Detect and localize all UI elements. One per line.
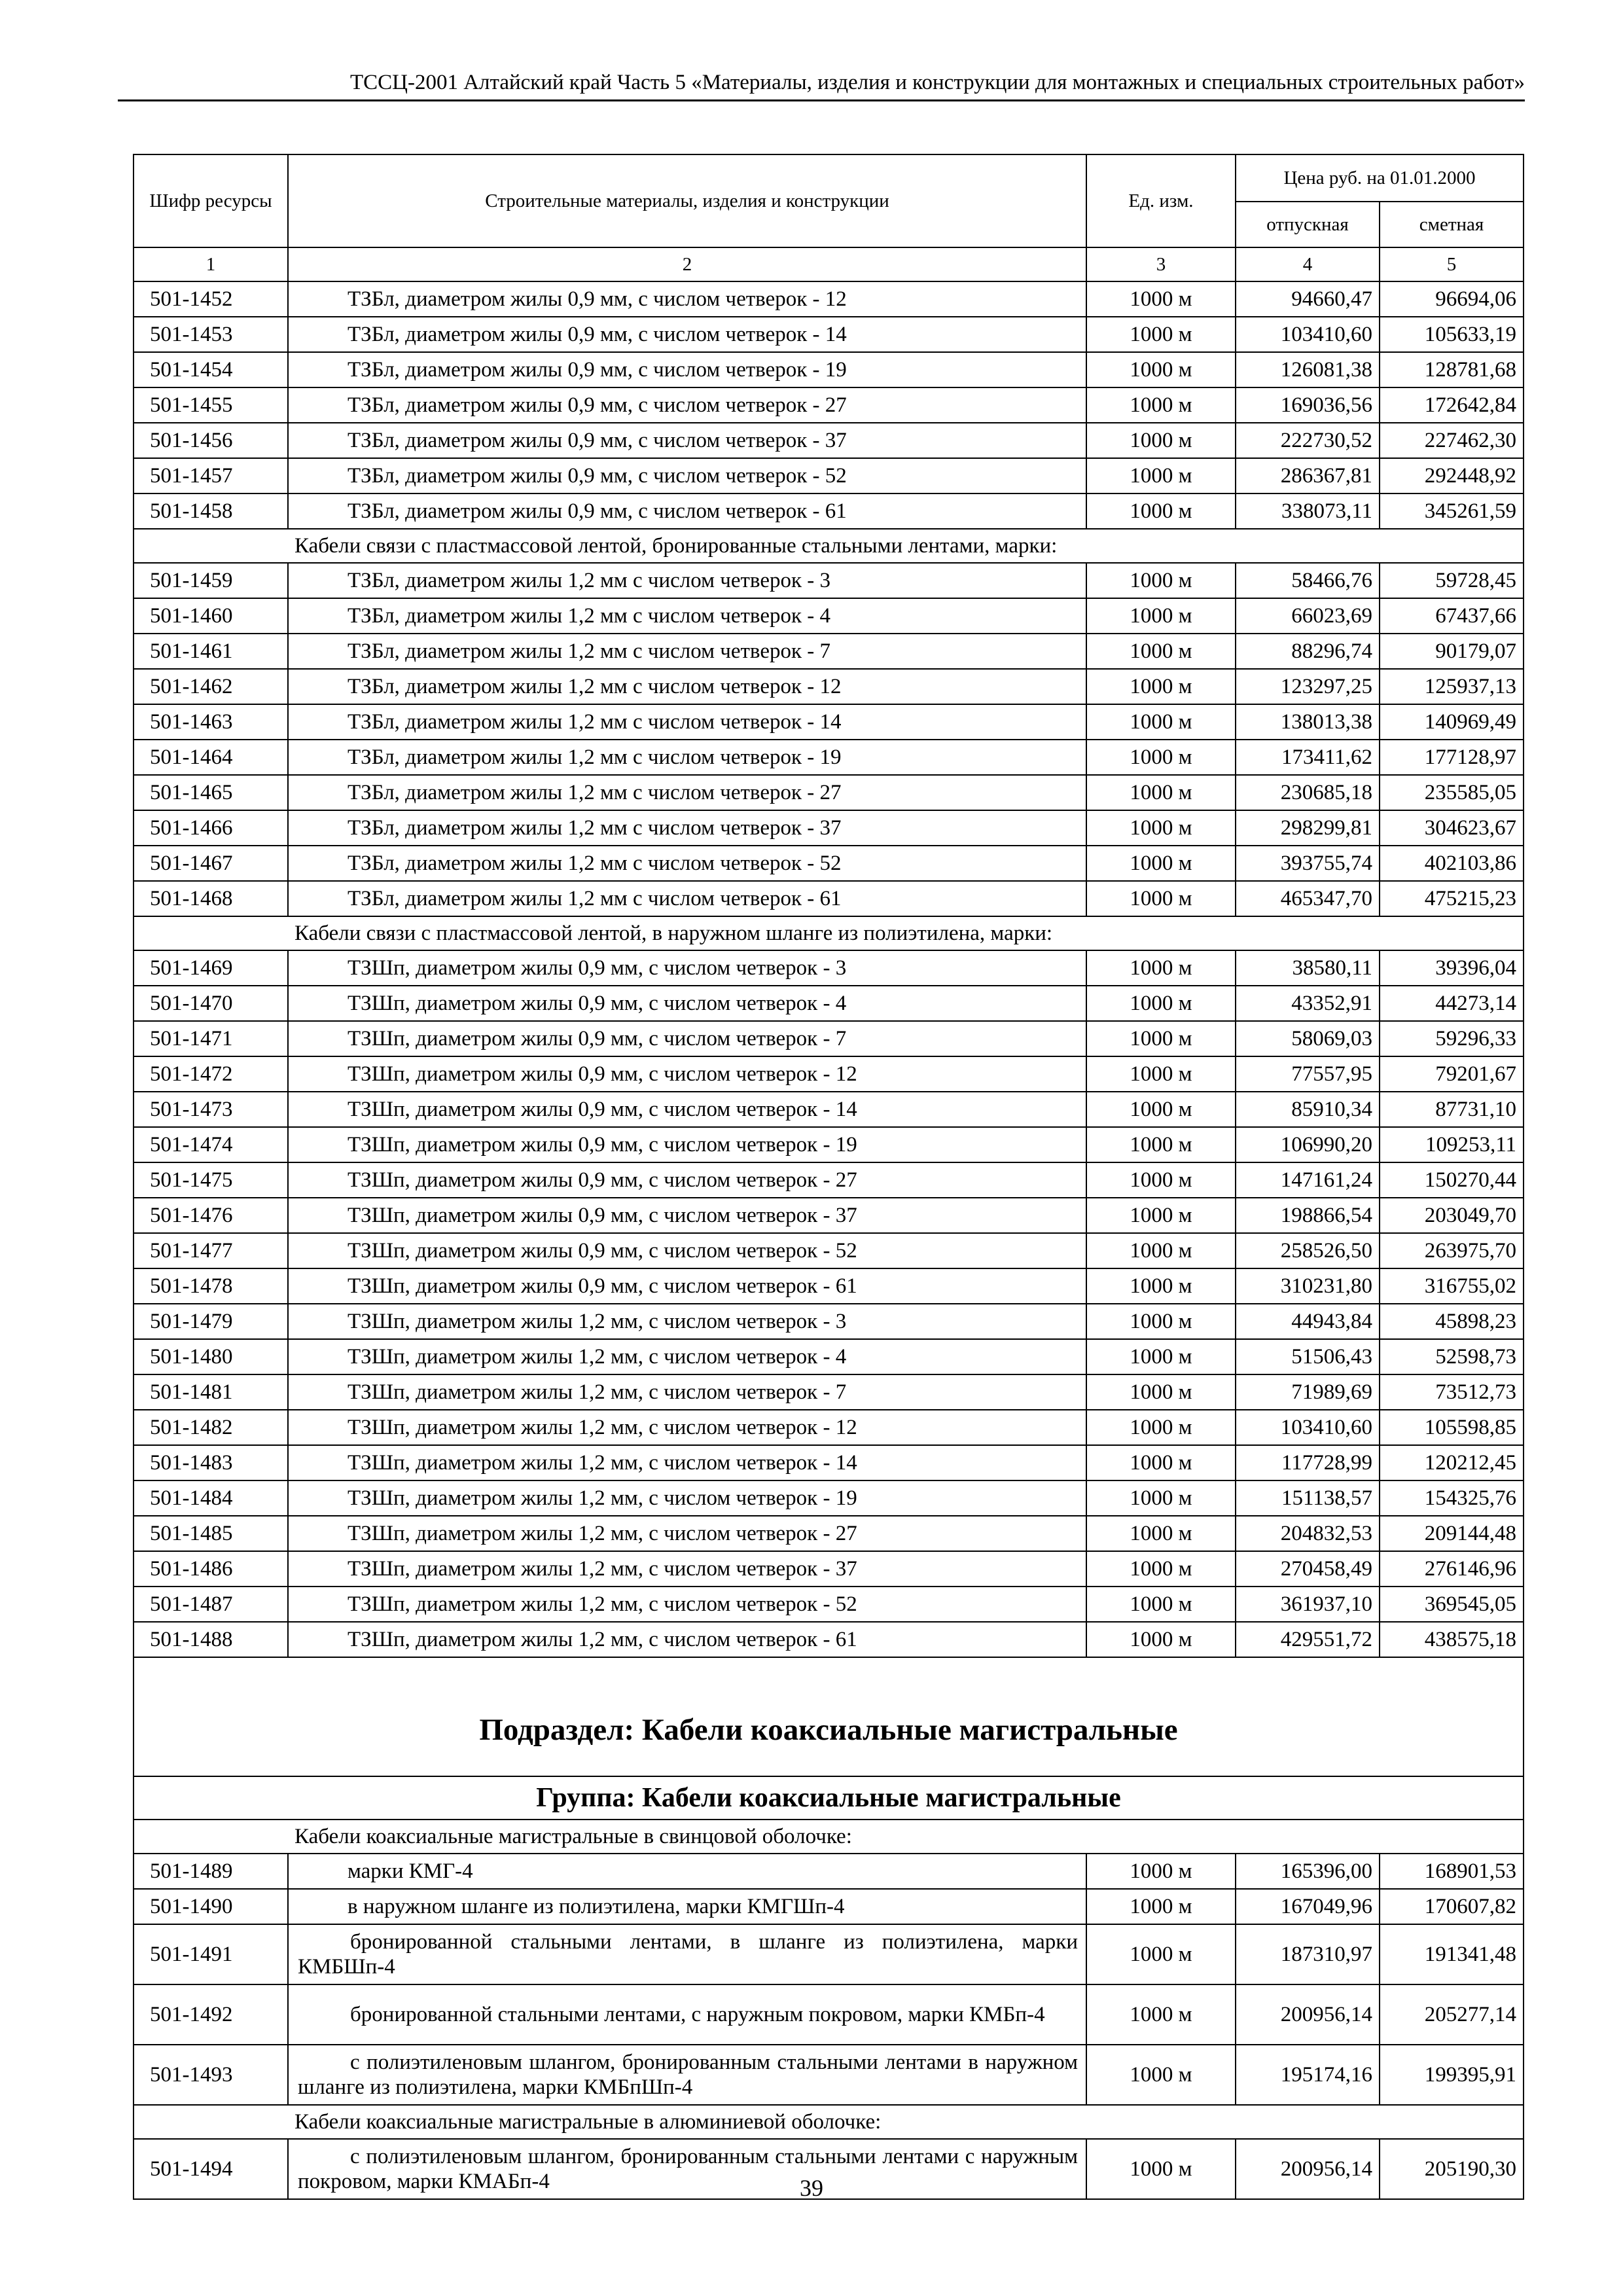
unit-of-measure: 1000 м [1086, 458, 1236, 493]
unit-of-measure: 1000 м [1086, 1374, 1236, 1410]
resource-code: 501-1489 [134, 1854, 288, 1889]
group-header-row [134, 1776, 1524, 1820]
price-estimate: 44273,14 [1380, 986, 1524, 1021]
unit-of-measure: 1000 м [1086, 2139, 1236, 2199]
price-release: 169036,56 [1236, 387, 1380, 423]
price-release: 298299,81 [1236, 810, 1380, 846]
table-row [134, 1162, 1524, 1198]
header-price-estimate: сметная [1380, 202, 1524, 247]
unit-of-measure: 1000 м [1086, 1445, 1236, 1480]
material-name: ТЗШп, диаметром жилы 0,9 мм, с числом четверок - 3 [288, 950, 1086, 986]
price-release: 338073,11 [1236, 493, 1380, 529]
material-name: ТЗБл, диаметром жилы 0,9 мм, с числом четверок - 14 [288, 317, 1086, 352]
price-estimate: 369545,05 [1380, 1587, 1524, 1622]
category-row [134, 529, 1524, 563]
table-row [134, 1339, 1524, 1374]
table-row [134, 563, 1524, 598]
unit-of-measure: 1000 м [1086, 423, 1236, 458]
material-name: марки КМГ-4 [288, 1854, 1086, 1889]
table-row [134, 669, 1524, 704]
material-name: ТЗБл, диаметром жилы 1,2 мм с числом четверок - 12 [288, 669, 1086, 704]
subsection-row [134, 1657, 1524, 1776]
category-row [134, 916, 1524, 950]
resource-code: 501-1480 [134, 1339, 288, 1374]
price-estimate: 105598,85 [1380, 1410, 1524, 1445]
column-number-row [134, 247, 1524, 281]
header-code: Шифр ресурсы [134, 154, 288, 247]
resource-code: 501-1473 [134, 1092, 288, 1127]
resource-code: 501-1474 [134, 1127, 288, 1162]
material-name: ТЗБл, диаметром жилы 0,9 мм, с числом четверок - 61 [288, 493, 1086, 529]
price-estimate: 140969,49 [1380, 704, 1524, 740]
table-row [134, 775, 1524, 810]
unit-of-measure: 1000 м [1086, 1021, 1236, 1056]
material-name: ТЗБл, диаметром жилы 0,9 мм, с числом четверок - 37 [288, 423, 1086, 458]
material-name: ТЗБл, диаметром жилы 1,2 мм с числом четверок - 14 [288, 704, 1086, 740]
table-row [134, 810, 1524, 846]
resource-code: 501-1490 [134, 1889, 288, 1924]
material-name: ТЗШп, диаметром жилы 1,2 мм, с числом четверок - 4 [288, 1339, 1086, 1374]
price-estimate: 199395,91 [1380, 2045, 1524, 2105]
material-name: ТЗШп, диаметром жилы 0,9 мм, с числом четверок - 27 [288, 1162, 1086, 1198]
material-name: ТЗБл, диаметром жилы 1,2 мм с числом четверок - 19 [288, 740, 1086, 775]
price-release: 103410,60 [1236, 317, 1380, 352]
price-estimate: 235585,05 [1380, 775, 1524, 810]
table-row [134, 281, 1524, 317]
price-release: 147161,24 [1236, 1162, 1380, 1198]
column-number: 1 [134, 247, 288, 281]
resource-code: 501-1485 [134, 1516, 288, 1551]
column-number: 5 [1380, 247, 1524, 281]
resource-code: 501-1491 [134, 1924, 288, 1984]
price-estimate: 105633,19 [1380, 317, 1524, 352]
material-name: ТЗБл, диаметром жилы 0,9 мм, с числом четверок - 52 [288, 458, 1086, 493]
material-name: ТЗБл, диаметром жилы 1,2 мм с числом четверок - 7 [288, 634, 1086, 669]
resource-code: 501-1494 [134, 2139, 288, 2199]
unit-of-measure: 1000 м [1086, 1622, 1236, 1657]
unit-of-measure: 1000 м [1086, 1889, 1236, 1924]
table-row [134, 387, 1524, 423]
group-title: Группа: Кабели коаксиальные магистральные [134, 1776, 1524, 1820]
unit-of-measure: 1000 м [1086, 810, 1236, 846]
price-estimate: 177128,97 [1380, 740, 1524, 775]
material-name: ТЗШп, диаметром жилы 0,9 мм, с числом четверок - 14 [288, 1092, 1086, 1127]
price-estimate: 52598,73 [1380, 1339, 1524, 1374]
material-name: ТЗБл, диаметром жилы 1,2 мм с числом четверок - 3 [288, 563, 1086, 598]
material-name: ТЗШп, диаметром жилы 1,2 мм, с числом четверок - 37 [288, 1551, 1086, 1587]
price-release: 173411,62 [1236, 740, 1380, 775]
unit-of-measure: 1000 м [1086, 1924, 1236, 1984]
resource-code: 501-1460 [134, 598, 288, 634]
price-estimate: 59296,33 [1380, 1021, 1524, 1056]
price-release: 361937,10 [1236, 1587, 1380, 1622]
table-row [134, 1924, 1524, 1984]
price-release: 258526,50 [1236, 1233, 1380, 1268]
price-release: 200956,14 [1236, 2139, 1380, 2199]
table-row [134, 1021, 1524, 1056]
resource-code: 501-1458 [134, 493, 288, 529]
category-label: Кабели коаксиальные магистральные в свинцовой оболочке: [134, 1820, 1524, 1854]
unit-of-measure: 1000 м [1086, 598, 1236, 634]
price-estimate: 109253,11 [1380, 1127, 1524, 1162]
price-release: 77557,95 [1236, 1056, 1380, 1092]
category-label: Кабели связи с пластмассовой лентой, в наружном шланге из полиэтилена, марки: [134, 916, 1524, 950]
material-name: ТЗШп, диаметром жилы 0,9 мм, с числом четверок - 61 [288, 1268, 1086, 1304]
table-row [134, 1516, 1524, 1551]
price-estimate: 150270,44 [1380, 1162, 1524, 1198]
material-name [288, 1984, 1086, 2045]
price-release: 43352,91 [1236, 986, 1380, 1021]
material-name: ТЗБл, диаметром жилы 0,9 мм, с числом четверок - 27 [288, 387, 1086, 423]
document-header: ТССЦ-2001 Алтайский край Часть 5 «Материалы, изделия и конструкции для монтажных и специальных строительных работ» [118, 68, 1525, 101]
price-release: 204832,53 [1236, 1516, 1380, 1551]
price-release: 106990,20 [1236, 1127, 1380, 1162]
table-row [134, 423, 1524, 458]
table-row [134, 1622, 1524, 1657]
resource-code: 501-1483 [134, 1445, 288, 1480]
unit-of-measure: 1000 м [1086, 1127, 1236, 1162]
material-name: ТЗШп, диаметром жилы 1,2 мм, с числом четверок - 12 [288, 1410, 1086, 1445]
resource-code: 501-1456 [134, 423, 288, 458]
unit-of-measure: 1000 м [1086, 669, 1236, 704]
resource-code: 501-1469 [134, 950, 288, 986]
unit-of-measure: 1000 м [1086, 387, 1236, 423]
price-estimate: 263975,70 [1380, 1233, 1524, 1268]
price-release: 187310,97 [1236, 1924, 1380, 1984]
resource-code: 501-1479 [134, 1304, 288, 1339]
table-row [134, 740, 1524, 775]
price-estimate: 172642,84 [1380, 387, 1524, 423]
material-name: ТЗШп, диаметром жилы 1,2 мм, с числом четверок - 3 [288, 1304, 1086, 1339]
unit-of-measure: 1000 м [1086, 1854, 1236, 1889]
unit-of-measure: 1000 м [1086, 1056, 1236, 1092]
unit-of-measure: 1000 м [1086, 986, 1236, 1021]
resource-code: 501-1486 [134, 1551, 288, 1587]
price-release: 44943,84 [1236, 1304, 1380, 1339]
header-unit: Ед. изм. [1086, 154, 1236, 247]
price-release: 151138,57 [1236, 1480, 1380, 1516]
unit-of-measure: 1000 м [1086, 950, 1236, 986]
price-release: 429551,72 [1236, 1622, 1380, 1657]
table-row [134, 1480, 1524, 1516]
price-estimate: 205190,30 [1380, 2139, 1524, 2199]
table-row [134, 986, 1524, 1021]
material-name-text: с полиэтиленовым шлангом, бронированным стальными лентами с наружным покровом, марки КМАБп-4 [298, 2145, 1078, 2193]
price-release: 58466,76 [1236, 563, 1380, 598]
unit-of-measure: 1000 м [1086, 1268, 1236, 1304]
price-estimate: 227462,30 [1380, 423, 1524, 458]
material-name: ТЗШп, диаметром жилы 0,9 мм, с числом четверок - 37 [288, 1198, 1086, 1233]
price-release: 138013,38 [1236, 704, 1380, 740]
price-release: 270458,49 [1236, 1551, 1380, 1587]
price-release: 123297,25 [1236, 669, 1380, 704]
price-release: 286367,81 [1236, 458, 1380, 493]
unit-of-measure: 1000 м [1086, 1410, 1236, 1445]
unit-of-measure: 1000 м [1086, 1304, 1236, 1339]
table-row [134, 704, 1524, 740]
resource-code: 501-1466 [134, 810, 288, 846]
resource-code: 501-1493 [134, 2045, 288, 2105]
price-estimate: 45898,23 [1380, 1304, 1524, 1339]
category-row [134, 2105, 1524, 2139]
price-estimate: 304623,67 [1380, 810, 1524, 846]
unit-of-measure: 1000 м [1086, 740, 1236, 775]
price-release: 310231,80 [1236, 1268, 1380, 1304]
resource-code: 501-1463 [134, 704, 288, 740]
resource-code: 501-1464 [134, 740, 288, 775]
resource-code: 501-1492 [134, 1984, 288, 2045]
price-estimate: 154325,76 [1380, 1480, 1524, 1516]
material-name: ТЗШп, диаметром жилы 1,2 мм, с числом четверок - 52 [288, 1587, 1086, 1622]
resource-code: 501-1481 [134, 1374, 288, 1410]
unit-of-measure: 1000 м [1086, 1092, 1236, 1127]
page-number: 39 [800, 2175, 823, 2201]
material-name: ТЗБл, диаметром жилы 1,2 мм с числом четверок - 61 [288, 881, 1086, 916]
price-estimate: 73512,73 [1380, 1374, 1524, 1410]
unit-of-measure: 1000 м [1086, 1162, 1236, 1198]
table-row [134, 352, 1524, 387]
table-row [134, 1092, 1524, 1127]
price-estimate: 205277,14 [1380, 1984, 1524, 2045]
resource-code: 501-1461 [134, 634, 288, 669]
unit-of-measure: 1000 м [1086, 1198, 1236, 1233]
table-row [134, 1551, 1524, 1587]
unit-of-measure: 1000 м [1086, 1587, 1236, 1622]
subsection-title: Подраздел: Кабели коаксиальные магистральные [134, 1657, 1524, 1776]
price-estimate: 128781,68 [1380, 352, 1524, 387]
table-row [134, 598, 1524, 634]
resource-code: 501-1452 [134, 281, 288, 317]
material-name: ТЗШп, диаметром жилы 0,9 мм, с числом четверок - 52 [288, 1233, 1086, 1268]
material-name: ТЗШп, диаметром жилы 1,2 мм, с числом четверок - 14 [288, 1445, 1086, 1480]
resource-code: 501-1453 [134, 317, 288, 352]
price-release: 117728,99 [1236, 1445, 1380, 1480]
unit-of-measure: 1000 м [1086, 1984, 1236, 2045]
resource-code: 501-1470 [134, 986, 288, 1021]
header-price-release: отпускная [1236, 202, 1380, 247]
price-estimate: 87731,10 [1380, 1092, 1524, 1127]
header-name: Строительные материалы, изделия и конструкции [288, 154, 1086, 247]
table-row [134, 1127, 1524, 1162]
unit-of-measure: 1000 м [1086, 775, 1236, 810]
resource-code: 501-1475 [134, 1162, 288, 1198]
unit-of-measure: 1000 м [1086, 1551, 1236, 1587]
price-estimate: 90179,07 [1380, 634, 1524, 669]
table-row [134, 1854, 1524, 1889]
table-row [134, 1374, 1524, 1410]
material-name-text: бронированной стальными лентами, в шланге из полиэтилена, марки КМБШп-4 [298, 1930, 1078, 1979]
table-row [134, 1889, 1524, 1924]
price-estimate: 402103,86 [1380, 846, 1524, 881]
price-release: 94660,47 [1236, 281, 1380, 317]
column-number: 2 [288, 247, 1086, 281]
resource-code: 501-1455 [134, 387, 288, 423]
price-release: 393755,74 [1236, 846, 1380, 881]
material-name-text: бронированной стальными лентами, с наружным покровом, марки КМБп-4 [350, 2003, 1045, 2026]
unit-of-measure: 1000 м [1086, 1339, 1236, 1374]
column-number: 3 [1086, 247, 1236, 281]
resource-code: 501-1478 [134, 1268, 288, 1304]
resource-code: 501-1484 [134, 1480, 288, 1516]
resource-code: 501-1465 [134, 775, 288, 810]
price-estimate: 67437,66 [1380, 598, 1524, 634]
material-name: ТЗБл, диаметром жилы 1,2 мм с числом четверок - 37 [288, 810, 1086, 846]
table-row [134, 493, 1524, 529]
table-row [134, 1056, 1524, 1092]
price-estimate: 475215,23 [1380, 881, 1524, 916]
unit-of-measure: 1000 м [1086, 704, 1236, 740]
material-name: ТЗШп, диаметром жилы 0,9 мм, с числом четверок - 7 [288, 1021, 1086, 1056]
table-row [134, 1984, 1524, 2045]
category-label: Кабели коаксиальные магистральные в алюминиевой оболочке: [134, 2105, 1524, 2139]
material-name: в наружном шланге из полиэтилена, марки КМГШп-4 [288, 1889, 1086, 1924]
unit-of-measure: 1000 м [1086, 317, 1236, 352]
table-row [134, 1304, 1524, 1339]
unit-of-measure: 1000 м [1086, 881, 1236, 916]
price-release: 38580,11 [1236, 950, 1380, 986]
price-release: 88296,74 [1236, 634, 1380, 669]
header-price: Цена руб. на 01.01.2000 [1236, 154, 1524, 202]
resource-code: 501-1488 [134, 1622, 288, 1657]
resource-code: 501-1482 [134, 1410, 288, 1445]
price-release: 71989,69 [1236, 1374, 1380, 1410]
category-row [134, 1820, 1524, 1854]
table-row [134, 950, 1524, 986]
material-name: ТЗБл, диаметром жилы 0,9 мм, с числом четверок - 19 [288, 352, 1086, 387]
price-estimate: 316755,02 [1380, 1268, 1524, 1304]
resource-code: 501-1457 [134, 458, 288, 493]
resource-code: 501-1476 [134, 1198, 288, 1233]
column-number: 4 [1236, 247, 1380, 281]
unit-of-measure: 1000 м [1086, 1516, 1236, 1551]
unit-of-measure: 1000 м [1086, 493, 1236, 529]
table-row [134, 1587, 1524, 1622]
price-estimate: 292448,92 [1380, 458, 1524, 493]
unit-of-measure: 1000 м [1086, 846, 1236, 881]
price-estimate: 438575,18 [1380, 1622, 1524, 1657]
resource-code: 501-1467 [134, 846, 288, 881]
price-estimate: 168901,53 [1380, 1854, 1524, 1889]
material-name: ТЗШп, диаметром жилы 1,2 мм, с числом четверок - 27 [288, 1516, 1086, 1551]
unit-of-measure: 1000 м [1086, 634, 1236, 669]
material-name: ТЗШп, диаметром жилы 1,2 мм, с числом четверок - 61 [288, 1622, 1086, 1657]
price-estimate: 203049,70 [1380, 1198, 1524, 1233]
resource-code: 501-1459 [134, 563, 288, 598]
price-release: 200956,14 [1236, 1984, 1380, 2045]
price-table [133, 154, 1524, 2200]
table-row [134, 458, 1524, 493]
price-release: 222730,52 [1236, 423, 1380, 458]
material-name-text: с полиэтиленовым шлангом, бронированным стальными лентами в наружном шланге из полиэтилена, марки КМБпШп-4 [298, 2051, 1078, 2099]
category-label: Кабели связи с пластмассовой лентой, бронированные стальными лентами, марки: [134, 529, 1524, 563]
table-row [134, 317, 1524, 352]
price-release: 126081,38 [1236, 352, 1380, 387]
material-name: ТЗБл, диаметром жилы 1,2 мм с числом четверок - 52 [288, 846, 1086, 881]
price-estimate: 120212,45 [1380, 1445, 1524, 1480]
price-estimate: 276146,96 [1380, 1551, 1524, 1587]
price-release: 51506,43 [1236, 1339, 1380, 1374]
price-release: 66023,69 [1236, 598, 1380, 634]
unit-of-measure: 1000 м [1086, 1480, 1236, 1516]
unit-of-measure: 1000 м [1086, 563, 1236, 598]
price-estimate: 191341,48 [1380, 1924, 1524, 1984]
table-row [134, 1268, 1524, 1304]
resource-code: 501-1462 [134, 669, 288, 704]
material-name: ТЗШп, диаметром жилы 0,9 мм, с числом четверок - 4 [288, 986, 1086, 1021]
table-row [134, 634, 1524, 669]
material-name: ТЗБл, диаметром жилы 1,2 мм с числом четверок - 27 [288, 775, 1086, 810]
material-name [288, 1924, 1086, 1984]
material-name: ТЗБл, диаметром жилы 0,9 мм, с числом четверок - 12 [288, 281, 1086, 317]
material-name: ТЗШп, диаметром жилы 1,2 мм, с числом четверок - 19 [288, 1480, 1086, 1516]
material-name: ТЗШп, диаметром жилы 0,9 мм, с числом четверок - 12 [288, 1056, 1086, 1092]
price-estimate: 345261,59 [1380, 493, 1524, 529]
unit-of-measure: 1000 м [1086, 352, 1236, 387]
price-estimate: 96694,06 [1380, 281, 1524, 317]
price-release: 165396,00 [1236, 1854, 1380, 1889]
price-estimate: 79201,67 [1380, 1056, 1524, 1092]
table-row [134, 1198, 1524, 1233]
material-name: ТЗШп, диаметром жилы 1,2 мм, с числом четверок - 7 [288, 1374, 1086, 1410]
table-row [134, 846, 1524, 881]
material-name [288, 2045, 1086, 2105]
resource-code: 501-1487 [134, 1587, 288, 1622]
table-row [134, 881, 1524, 916]
table-row [134, 1233, 1524, 1268]
unit-of-measure: 1000 м [1086, 281, 1236, 317]
price-estimate: 209144,48 [1380, 1516, 1524, 1551]
resource-code: 501-1471 [134, 1021, 288, 1056]
table-row [134, 1410, 1524, 1445]
price-release: 85910,34 [1236, 1092, 1380, 1127]
price-release: 230685,18 [1236, 775, 1380, 810]
price-estimate: 59728,45 [1380, 563, 1524, 598]
resource-code: 501-1454 [134, 352, 288, 387]
material-name: ТЗШп, диаметром жилы 0,9 мм, с числом четверок - 19 [288, 1127, 1086, 1162]
price-release: 198866,54 [1236, 1198, 1380, 1233]
table-row [134, 1445, 1524, 1480]
table-row [134, 2045, 1524, 2105]
resource-code: 501-1468 [134, 881, 288, 916]
material-name: ТЗБл, диаметром жилы 1,2 мм с числом четверок - 4 [288, 598, 1086, 634]
price-release: 103410,60 [1236, 1410, 1380, 1445]
price-estimate: 39396,04 [1380, 950, 1524, 986]
unit-of-measure: 1000 м [1086, 2045, 1236, 2105]
price-estimate: 170607,82 [1380, 1889, 1524, 1924]
price-release: 167049,96 [1236, 1889, 1380, 1924]
price-estimate: 125937,13 [1380, 669, 1524, 704]
resource-code: 501-1477 [134, 1233, 288, 1268]
table-header-row [134, 154, 1524, 202]
price-release: 58069,03 [1236, 1021, 1380, 1056]
resource-code: 501-1472 [134, 1056, 288, 1092]
price-release: 465347,70 [1236, 881, 1380, 916]
price-release: 195174,16 [1236, 2045, 1380, 2105]
unit-of-measure: 1000 м [1086, 1233, 1236, 1268]
